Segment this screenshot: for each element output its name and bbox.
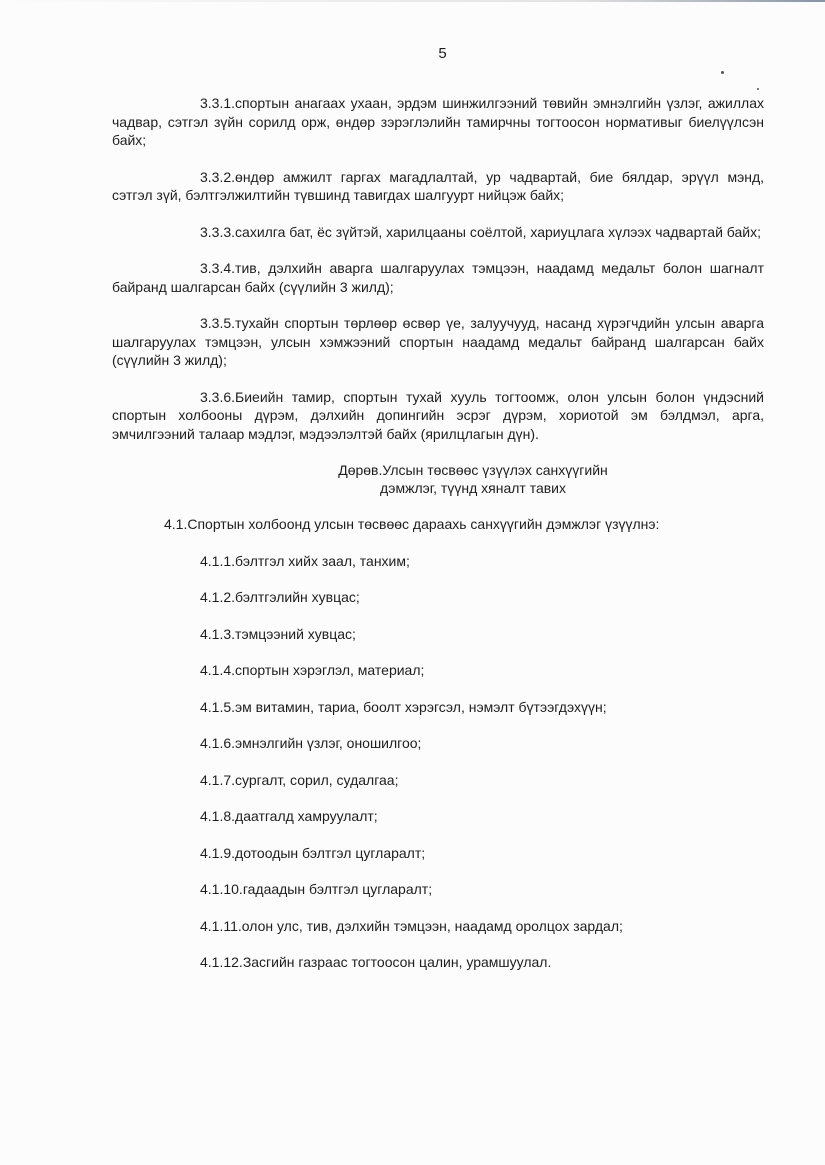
chapter-heading-line-2: дэмжлэг, түүнд хяналт тавих bbox=[379, 480, 567, 496]
list-item: 4.1.2.бэлтгэлийн хувцас; bbox=[200, 589, 360, 605]
list-item: 4.1.5.эм витамин, тариа, боолт хэрэгсэл, нэмэлт бүтээгдэхүүн; bbox=[200, 698, 607, 715]
list-item: 4.1.10.гадаадын бэлтгэл цугларалт; bbox=[200, 881, 433, 897]
page-number: 5 bbox=[438, 45, 447, 62]
list-item: 4.1.7.сургалт, сорил, судалгаа; bbox=[200, 771, 399, 788]
list-item: 4.1.12.Засгийн газраас тогтоосон цалин, урамшуулал. bbox=[200, 954, 552, 970]
clause-3-3-2: 3.3.2.өндөр амжилт гаргах магадлалтай, ур чадвартай, бие бялдар, эрүүл мэнд, сэтгэл зүй, бэлтгэлжилтийн түвшинд тавигдах шалгуурт нийцэж байх; bbox=[112, 168, 764, 203]
scan-top-edge bbox=[0, 0, 825, 2]
clause-3-3-4: 3.3.4.тив, дэлхийн аварга шалгаруулах тэмцээн, наадамд медальт болон шагналт байранд шалгарсан байх (сүүлийн 3 жилд); bbox=[112, 260, 764, 295]
clause-3-3-5: 3.3.5.тухайн спортын төрлөөр өсвөр үе, залуучууд, насанд хүрэгчдийн улсын аварга шалгаруулах тэмцээн, улсын хэмжээний спортын наадамд медальт байранд шалгарсан байх (сүүлийн 3 жилд); bbox=[112, 315, 764, 368]
clause-3-3-3: 3.3.3.сахилга бат, ёс зүйтэй, харилцааны соёлтой, хариуцлага хүлээх чадвартай байх; bbox=[200, 223, 761, 240]
document-body bbox=[112, 94, 764, 972]
chapter-heading-line-1: Дөрөв.Улсын төсвөөс үзүүлэх санхүүгийн bbox=[338, 462, 608, 478]
list-item: 4.1.9.дотоодын бэлтгэл цугларалт; bbox=[200, 844, 426, 861]
list-item: 4.1.4.спортын хэрэглэл, материал; bbox=[200, 662, 425, 678]
list-item: 4.1.3.тэмцээний хувцас; bbox=[200, 625, 356, 642]
clause-3-3-1: 3.3.1.спортын анагаах ухаан, эрдэм шинжилгээний төвийн эмнэлгийн үзлэг, ажиллах чадвар, сэтгэл зүйн сорилд орж, өндөр зэрэглэлийн тамирчны тогтоосон нормативыг биелүүлсэн байх; bbox=[112, 95, 764, 148]
list-item: 4.1.8.даатгалд хамруулалт; bbox=[200, 808, 378, 824]
list-item: 4.1.11.олон улс, тив, дэлхийн тэмцээн, наадамд оролцох зардал; bbox=[200, 917, 623, 934]
clause-3-3-6: 3.3.6.Биеийн тамир, спортын тухай хууль тогтоомж, олон улсын болон үндэсний спортын холбооны дүрэм, дэлхийн допингийн эсрэг дүрэм, хориотой эм бэлдмэл, арга, эмчилгээний талаар мэдлэг, мэдээлэлтэй байх (ярилцлагын дүн). bbox=[112, 388, 764, 442]
list-item: 4.1.1.бэлтгэл хийх заал, танхим; bbox=[200, 552, 410, 569]
list-item: 4.1.6.эмнэлгийн үзлэг, оношилгоо; bbox=[200, 735, 422, 751]
chapter-heading bbox=[112, 461, 764, 497]
scan-speck bbox=[721, 71, 724, 74]
clause-4-1-intro: 4.1.Спортын холбоонд улсын төсвөөс дараахь санхүүгийн дэмжлэг үзүүлнэ: bbox=[164, 516, 660, 532]
scan-speck bbox=[757, 88, 759, 90]
